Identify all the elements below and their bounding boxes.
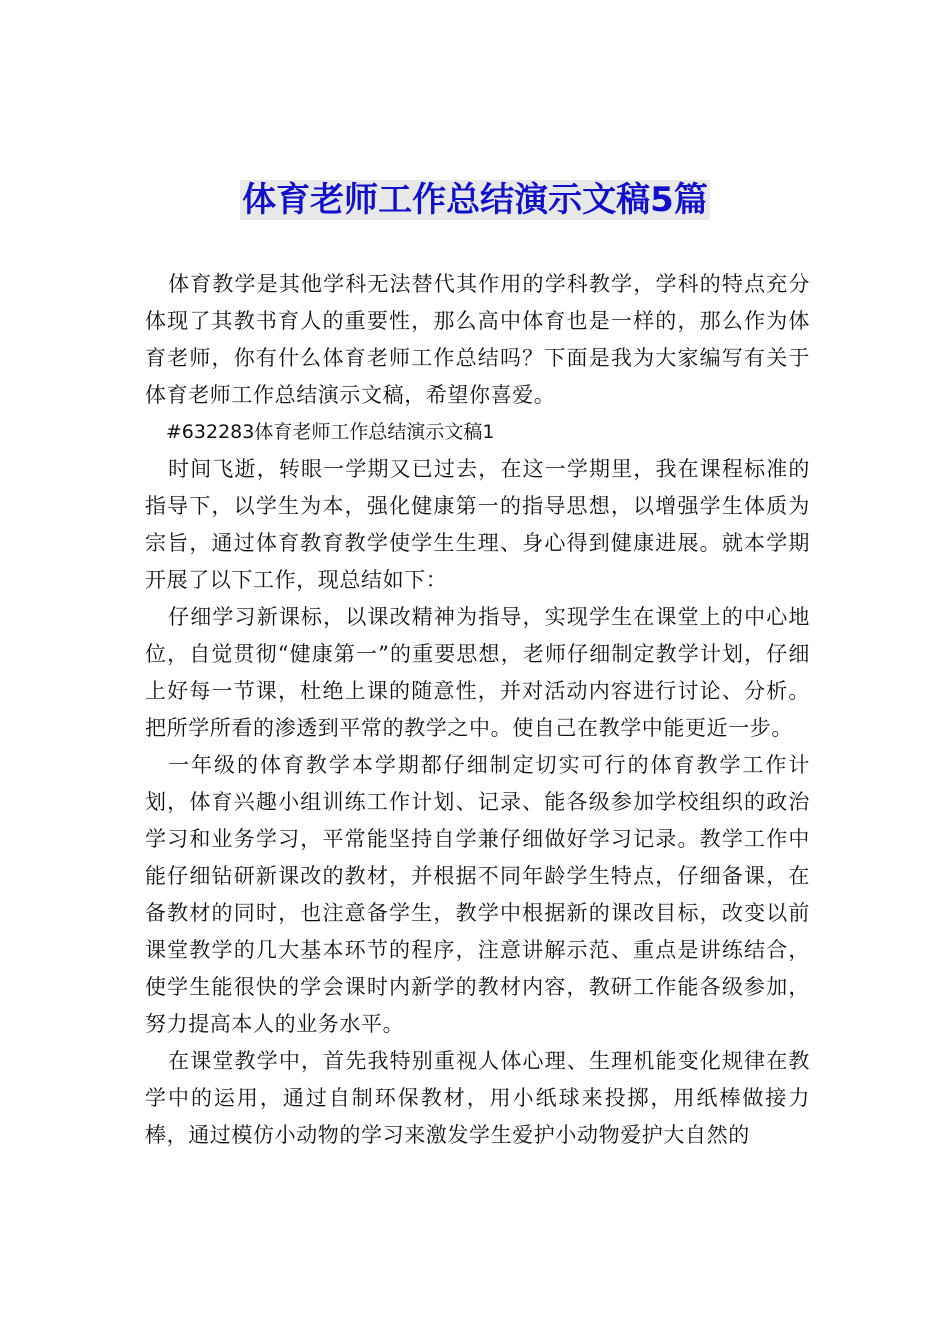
document-title — [0, 172, 950, 228]
section-heading: #632283体育老师工作总结演示文稿1 — [165, 421, 495, 443]
body-paragraph: 时间飞逝，转眼一学期又已过去，在这一学期里，我在课程标准的指导下，以学生为本，强化健康第一的指导思想，以增强学生体质为宗旨，通过体育教育教学使学生生理、身心得到健康进展。就本学期开展了以下工作，现总结如下： — [145, 457, 810, 592]
body-paragraph: 一年级的体育教学本学期都仔细制定切实可行的体育教学工作计划，体育兴趣小组训练工作计划、记录、能各级参加学校组织的政治学习和业务学习，平常能坚持自学兼仔细做好学习记录。教学工作中能仔细钻研新课改的教材，并根据不同年龄学生特点，仔细备课，在备教材的同时，也注意备学生，教学中根据新的课改目标，改变以前课堂教学的几大基本环节的程序，注意讲解示范、重点是讲练结合，使学生能很快的学会课时内新学的教材内容，教研工作能各级参加，努力提高本人的业务水平。 — [145, 753, 810, 1036]
document-title-text: 体育老师工作总结演示文稿5篇 — [242, 180, 708, 220]
body-paragraph: 在课堂教学中，首先我特别重视人体心理、生理机能变化规律在教学中的运用，通过自制环保教材，用小纸球来投掷，用纸棒做接力棒，通过模仿小动物的学习来激发学生爱护小动物爱护大自然的 — [145, 1049, 810, 1147]
document-body — [145, 266, 810, 1154]
intro-paragraph: 体育教学是其他学科无法替代其作用的学科教学，学科的特点充分体现了其教书育人的重要性，那么高中体育也是一样的，那么作为体育老师，你有什么体育老师工作总结吗？下面是我为大家编写有关于体育老师工作总结演示文稿，希望你喜爱。 — [145, 272, 810, 407]
body-paragraph: 仔细学习新课标，以课改精神为指导，实现学生在课堂上的中心地位，自觉贯彻“健康第一”的重要思想，老师仔细制定教学计划，仔细上好每一节课，杜绝上课的随意性，并对活动内容进行讨论、分析。把所学所看的渗透到平常的教学之中。使自己在教学中能更近一步。 — [145, 605, 810, 740]
